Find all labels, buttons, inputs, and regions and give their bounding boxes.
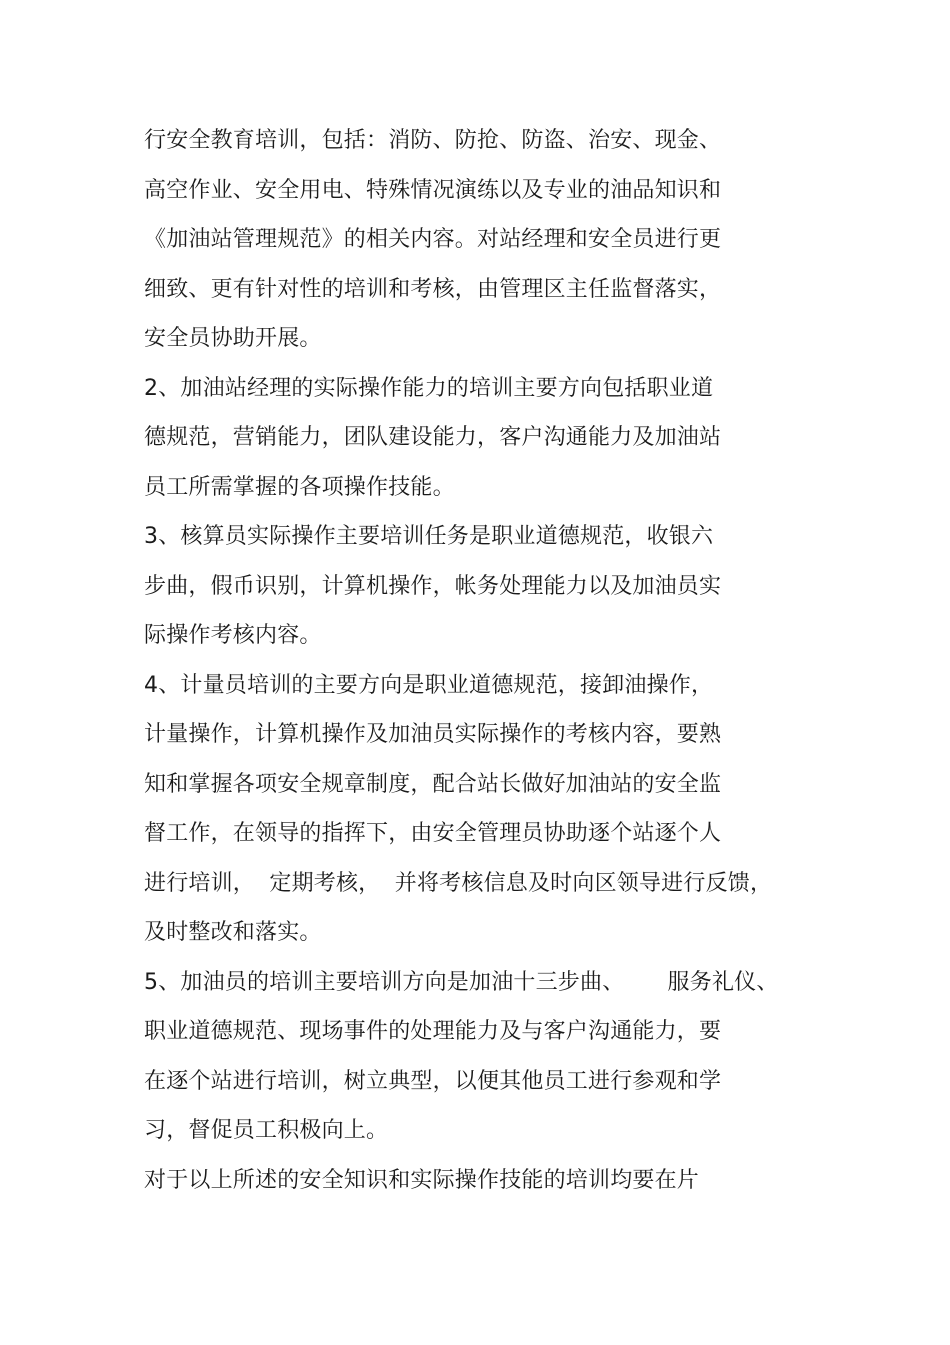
text-line: 行安全教育培训，包括：消防、防抢、防盗、治安、现金、 [144,128,722,153]
text-line: 计量操作，计算机操作及加油员实际操作的考核内容，要熟 [144,722,722,747]
text-line: 《加油站管理规范》的相关内容。对站经理和安全员进行更 [144,227,722,252]
text-line: 步曲，假币识别，计算机操作，帐务处理能力以及加油员实 [144,573,722,599]
text-line: 对于以上所述的安全知识和实际操作技能的培训均要在片 [144,1167,700,1193]
text-line: 员工所需掌握的各项操作技能。 [144,474,455,500]
text-line: 3、核算员实际操作主要培训任务是职业道德规范，收银六 [144,524,714,549]
text-line: 际操作考核内容。 [144,623,322,648]
text-line: 及时整改和落实。 [144,920,322,945]
text-line: 细致、更有针对性的培训和考核，由管理区主任监督落实， [144,276,722,302]
text-line: 习，督促员工积极向上。 [144,1118,389,1143]
text-line: 5、加油员的培训主要培训方向是加油十三步曲、 服务礼仪、 [144,969,779,995]
text-line: 进行培训， 定期考核， 并将考核信息及时向区领导进行反馈， [144,870,773,896]
text-line: 督工作，在领导的指挥下，由安全管理员协助逐个站逐个人 [144,821,722,846]
text-line: 德规范，营销能力，团队建设能力，客户沟通能力及加油站 [144,425,722,450]
text-line: 知和掌握各项安全规章制度，配合站长做好加油站的安全监 [144,771,722,797]
text-line: 2、加油站经理的实际操作能力的培训主要方向包括职业道 [144,375,714,401]
text-line: 4、计量员培训的主要方向是职业道德规范，接卸油操作， [144,672,714,698]
text-line: 职业道德规范、现场事件的处理能力及与客户沟通能力，要 [144,1019,722,1044]
document-body [144,116,834,1205]
text-line: 高空作业、安全用电、特殊情况演练以及专业的油品知识和 [144,177,722,203]
text-line: 安全员协助开展。 [144,326,322,351]
text-line: 在逐个站进行培训，树立典型，以便其他员工进行参观和学 [144,1068,722,1094]
